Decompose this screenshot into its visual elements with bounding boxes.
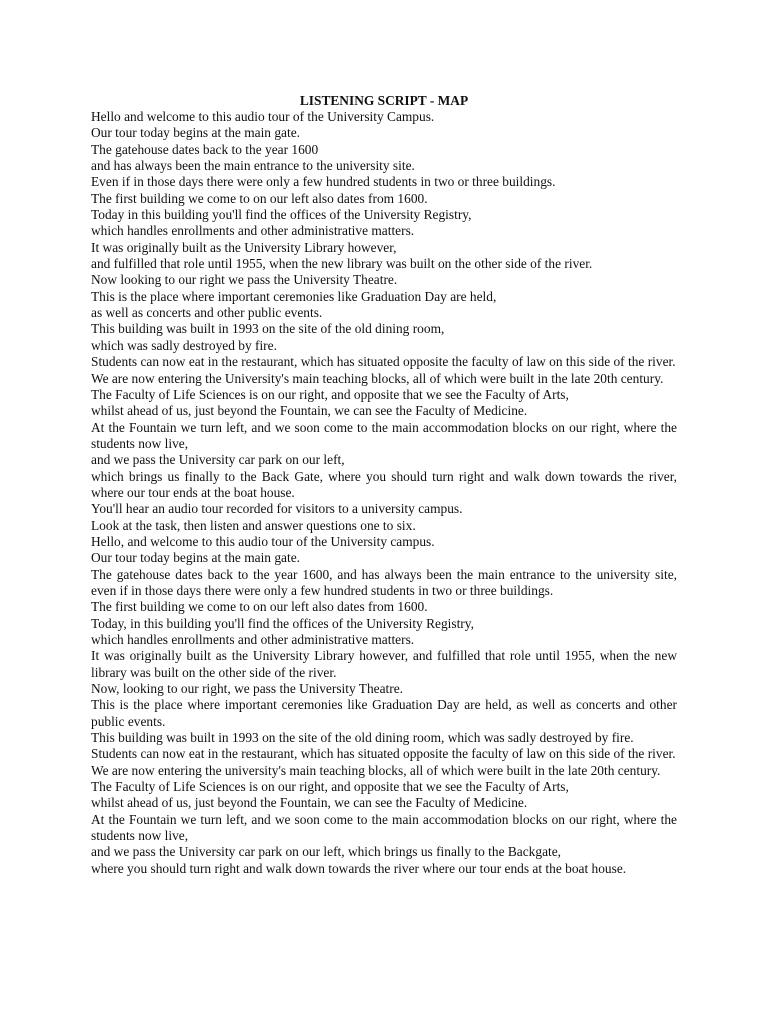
script-line: The gatehouse dates back to the year 1600 <box>91 141 319 157</box>
script-line: and we pass the University car park on our left, which brings us finally to the Backgate, <box>91 844 562 860</box>
script-line: and fulfilled that role until 1955, when the new library was built on the other side of the river. <box>91 256 593 272</box>
script-line: Students can now eat in the restaurant, which has situated opposite the faculty of law on this side of the river. <box>91 354 676 370</box>
script-line: Our tour today begins at the main gate. <box>91 125 300 141</box>
script-line: It was originally built as the University Library however, and fulfilled that role until 1955, when the new library was built on the other side of the river. <box>91 648 677 680</box>
script-line: Today in this building you'll find the offices of the University Registry, <box>91 207 472 223</box>
script-line: Now looking to our right we pass the University Theatre. <box>91 272 398 288</box>
script-line: as well as concerts and other public events. <box>91 305 323 321</box>
script-line: We are now entering the University's main teaching blocks, all of which were built in the late 20th century. <box>91 370 664 386</box>
script-line: where you should turn right and walk down towards the river where our tour ends at the boat house. <box>91 860 627 876</box>
script-line: whilst ahead of us, just beyond the Fountain, we can see the Faculty of Medicine. <box>91 795 528 811</box>
document-title: LISTENING SCRIPT - MAP <box>299 93 469 108</box>
script-body <box>91 109 677 877</box>
script-line: The Faculty of Life Sciences is on our right, and opposite that we see the Faculty of Arts, <box>91 386 569 402</box>
script-line: Hello, and welcome to this audio tour of the University campus. <box>91 533 435 549</box>
script-line: This building was built in 1993 on the site of the old dining room, <box>91 321 445 337</box>
script-line: The gatehouse dates back to the year 1600, and has always been the main entrance to the university site, even if in those days there were only a few hundred students in two or three buildings. <box>91 566 677 598</box>
script-line: You'll hear an audio tour recorded for visitors to a university campus. <box>91 501 463 517</box>
script-line: This is the place where important ceremonies like Graduation Day are held, <box>91 288 497 304</box>
script-line: whilst ahead of us, just beyond the Fountain, we can see the Faculty of Medicine. <box>91 403 528 419</box>
script-line: The first building we come to on our left also dates from 1600. <box>91 599 428 615</box>
script-line: which brings us finally to the Back Gate, where you should turn right and walk down towards the river, where our tour ends at the boat house. <box>91 468 677 500</box>
script-line: Even if in those days there were only a few hundred students in two or three buildings. <box>91 174 556 190</box>
script-line: which handles enrollments and other administrative matters. <box>91 223 415 239</box>
script-line: Today, in this building you'll find the offices of the University Registry, <box>91 615 474 631</box>
script-line: and we pass the University car park on our left, <box>91 452 345 468</box>
script-line: Look at the task, then listen and answer questions one to six. <box>91 517 416 533</box>
script-line: We are now entering the university's main teaching blocks, all of which were built in the late 20th century. <box>91 762 661 778</box>
document-page <box>91 92 677 877</box>
script-line: which was sadly destroyed by fire. <box>91 337 277 353</box>
script-line: Hello and welcome to this audio tour of the University Campus. <box>91 109 435 124</box>
script-line: Students can now eat in the restaurant, which has situated opposite the faculty of law on this side of the river. <box>91 746 676 762</box>
script-line: This is the place where important ceremonies like Graduation Day are held, as well as concerts and other public events. <box>91 697 677 729</box>
script-line: which handles enrollments and other administrative matters. <box>91 632 415 647</box>
script-line: This building was built in 1993 on the site of the old dining room, which was sadly destroyed by fire. <box>91 730 634 746</box>
script-line: At the Fountain we turn left, and we soon come to the main accommodation blocks on our right, where the students now live, <box>91 811 677 844</box>
script-line: Our tour today begins at the main gate. <box>91 550 300 566</box>
script-line: The first building we come to on our left also dates from 1600. <box>91 190 428 206</box>
script-line: At the Fountain we turn left, and we soon come to the main accommodation blocks on our right, where the students now live, <box>91 419 677 451</box>
script-line: It was originally built as the University Library however, <box>91 239 397 255</box>
script-line: The Faculty of Life Sciences is on our right, and opposite that we see the Faculty of Arts, <box>91 779 569 795</box>
script-line: and has always been the main entrance to the university site. <box>91 158 415 174</box>
script-line: Now, looking to our right, we pass the University Theatre. <box>91 681 404 697</box>
